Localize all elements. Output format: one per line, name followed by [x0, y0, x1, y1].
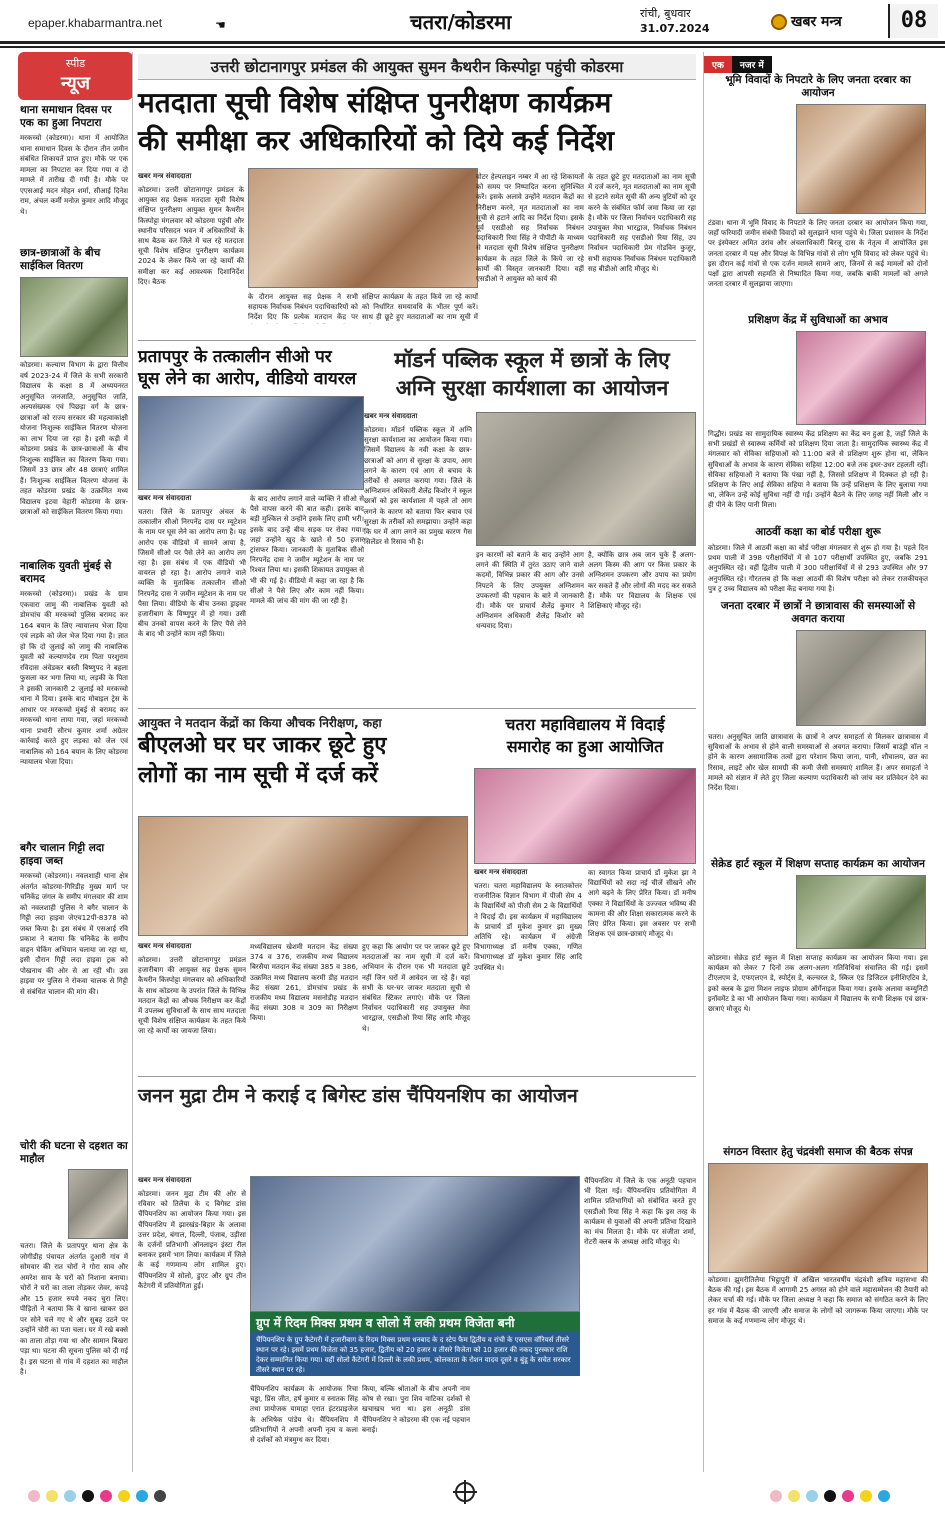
lead-headline-line-2: की समीक्षा कर अधिकारियों को दिये कई निर्देश [138, 124, 615, 157]
right-story-5-headline: सेक्रेड हार्ट स्कूल में शिक्षण सप्ताह कार्यक्रम का आयोजन [711, 858, 925, 870]
story-dance-col-1-text: कोडरमा। जनन मुद्रा टीम की ओर से रविवार को तिलैया के द बिगेस्ट डांस चैंपियनशिप का आयोजन किया गया। इस चैंपियनशिप में झारखंड-बिहार के अलावा उत्तर प्रदेश, बंगाल, दिल्ली, पंजाब, उड़ीसा के दर्जनों प्रतिभागी ऑनलाइन इंस्टा रील बनाकर इसमें भाग लिया। कार्यक्रम में जिले के कई गणमान्य लोग शामिल हुए। चैंपियनशिप में सोलो, डुएट और ग्रुप तीन कैटेगरी में प्रतियोगिता हुई। [138, 1190, 246, 1290]
brief-2 [20, 247, 128, 566]
brand-logo [771, 12, 842, 31]
brief-1 [20, 104, 128, 253]
brief-4-headline: बगैर चालान गिट्टी लदा हाइवा जब्त [20, 842, 105, 867]
divider [138, 340, 696, 341]
lead-col-1-text: कोडरमा। उत्तरी छोटानागपुर प्रमंडल के आयुक्त सह प्रेक्षक मतदाता सूची विशेष संक्षिप्त पुनरीक्षण आयुक्त सुमन कैथरीन किस्पोट्टा मंगलवार को कोडरमा पहुंची और स्थानीय परिसदन भवन में अधिकारियों के साथ बैठक कर जिले में चल रहे मतदाता सूची विशेष संक्षिप्त पुनरीक्षण कार्यक्रम 2024 के लेकर किये जा रहे कार्यों की समीक्षा कर कई आवश्यक दिशानिर्देश दिए। बैठक [138, 186, 244, 286]
story-dance-col-2-text: चैंपियनशिप में जिले के एक अनूठी पहचान भी दिला गई। चैंपियनशिप प्रतियोगिता में शामिल प्रतिभागियों को संबोधित करते हुए एसडीओ रिया सिंह ने कहा कि इस तरह के कार्यक्रम से युवाओं की अपनी प्रतिभा दिखाने का मंच मिलता है। मौके पर संजीता शर्मा, रोटरी क्लब के अध्यक्ष आदि मौजूद थे। [584, 1177, 696, 1247]
story-dance-headline: जनन मुद्रा टीम ने कराई द बिगेस्ट डांस चैंपियनशिप का आयोजन [138, 1085, 578, 1107]
dance-caption-text: चैंपियनशिप के ग्रुप कैटेगरी में हजारीबाग के रिदम मिक्स प्रथम धनबाद के द स्टेप फैम द्वितीय व रांची के एसएस वॉरियर्स तीसरे स्थान पर रहे। इसमें प्रथम विजेता को 35 हजार, द्वितीय को 20 हजार व तीसरे विजेता को 10 हजार की नकद पुरस्कार राशि देकर सम्मानित किया गया। वहीं सोलो कैटेगरी में दिल्ली के लकी प्रथम, कोलकाता के रोशन यादव दूसरे व बुंडू के सचेत सरकार तीसरे स्थान पर रहे। [250, 1332, 580, 1376]
registration-dot [806, 1490, 818, 1502]
lead-col-2-text: के दौरान आयुक्त सह प्रेक्षक ने सभी सहायक निर्वाचक निबंधन पदाधिकारियों को निर्देश दिए कि प्रत्येक मतदान केंद्र पर [248, 293, 358, 322]
registration-dot [154, 1490, 166, 1502]
dateline-date: 31.07.2024 [640, 22, 710, 35]
lead-meeting-photo [248, 168, 478, 288]
story-co-headline-1: प्रतापपुर के तत्कालीन सीओ पर [138, 347, 332, 367]
story-dance-col-3-text: चैंपियनशिप कार्यक्रम के आयोजक रिचा चड्ढा, प्रिंस जीत, हर्ष कुमार व स्नातक सिंह तथा प्रायोजक यामाहा एरात इंटरप्राइजेज के अभिषेक पांडेय थे। चैंपियनशिप में प्रतिभागियों ने अपनी अपनी नृत्य व कला से दर्शकों को मंत्रमुग्ध कर दिया। [250, 1385, 358, 1445]
registration-dot [136, 1490, 148, 1502]
story-dance-col-6-text [588, 1384, 696, 1464]
speed-news-logo [18, 52, 133, 100]
story-blo-col-1-text: कोडरमा। उत्तरी छोटानागपुर प्रमंडल हजारीबाग की आयुक्त सह प्रेक्षक सुमन कैथरीन किस्पोट्टा मंगलवार को अधिकारियों के साथ कोडरमा के उपरांत जिले के विभिन्न मतदान केंद्रों का औचक निरीक्षण कर केंद्रों में उपलब्ध सुविधाओं के साथ साथ मतदाता सूची विशेष संक्षिप्त कार्यक्रम के तहत किये जा रहे कार्यों का जायजा लिया। [138, 956, 246, 1036]
story-co-bribe [138, 346, 364, 390]
right-story-1 [708, 74, 928, 318]
samaj-meeting-photo [708, 1163, 928, 1273]
brief-5-text: चतरा। जिले के प्रतापपुर थाना क्षेत्र के जोगीडीह पंचायत अंतर्गत दुआरी गांव में सोमवार की रात चोरों ने गोरा साव और अमरेश साव के घरों को निशाना बनाया। चोरों ने घरों का ताला तोड़कर जेवर, कपड़े और 15 हजार रुपये नकद चुरा लिए। पीड़ितों ने बताया कि वे खाना खाकर छत पर सोने चले गए थे और सुबह उठने पर उन्होंने चोरी का पता चला। घर में रखे बक्से का ताला तोड़ा गया था और सामान बिखरा पड़ा था। घटना की सूचना पुलिस को दी गई है। इस घटना से गांव में दहशत का माहौल है। [20, 1242, 128, 1376]
right-story-4-text: चतरा। अनुसूचित जाति छात्रावास के छात्रों ने अपर समाहर्ता से मिलकर छात्रावास में सुविधाओं के अभाव से होने वाली समस्याओं से अवगत कराया। जिसमें बाउंड्री वॉल न होने के कारण असामाजिक तत्वों द्वारा परेशान किया जाना, पानी, शौचालय, छत का रिसाव, लाइटें और खेल सामग्री की कमी जैसी समस्याएं शामिल हैं। अपर समाहर्ता ने मामले को संज्ञान में लेते हुए जिला कल्याण पदाधिकारी को जांच कर प्रतिवेदन देने का निर्देश दिया। [708, 733, 928, 793]
story-college [474, 714, 696, 758]
right-story-2-text: गिद्धौर। प्रखंड का सामुदायिक स्वास्थ्य केंद्र प्रशिक्षण का केंद्र बन हुआ है, जहाँ जिले के सभी प्रखंडों से स्वास्थ्य कर्मियों को प्रशिक्षण दिया जाता है। सामुदायिक स्वास्थ्य केंद्र में मंगलवार को सेविका सहियाओं को 11:00 बजे से प्रशिक्षण शुरू होना था, लेकिन सुविधाओं के अभाव के कारण सेविका सहिया 12:00 बजे तक इधर-उधर टहलती रहीं। सेविका सहियाओं ने बताया कि पंखा नहीं है, जिससे प्रशिक्षण में दिक्कत हो रही है। प्रशिक्षण के लिए आई सेविका सहिया ने बताया कि उन्हें प्रशिक्षण के लिए बुलाया गया था, लेकिन उन्हें कोई सुविधा नहीं दी गई। उन्होंने बैठने के लिए जगह नहीं मिली और न ही पीने के लिए पानी मिला। [708, 430, 928, 510]
right-story-4-lead [708, 630, 792, 730]
janta-darbar-photo [796, 104, 926, 214]
school-week-photo [796, 875, 926, 949]
right-story-4-headline: जनता दरबार में छात्रों ने छात्रावास की समस्याओं से अवगत कराया [720, 600, 916, 625]
co-video-photo [138, 396, 364, 490]
right-story-3-headline: आठवीं कक्षा का बोर्ड परीक्षा शुरू [755, 526, 881, 538]
left-column [18, 52, 133, 1472]
registration-dot [770, 1490, 782, 1502]
dance-winners-photo [250, 1176, 580, 1312]
registration-dot [788, 1490, 800, 1502]
story-blo [138, 714, 468, 791]
fire-workshop-photo [476, 412, 696, 546]
right-story-5 [708, 858, 928, 1133]
registration-dot [118, 1490, 130, 1502]
right-story-6-text: कोडरमा। झुमरीतिलैया भिट्ठापुरी में अखिल भारतवर्षीय चंद्रवंशी क्षत्रिय महासभा की बैठक की गई। इस बैठक में आगामी 25 अगस्त को होने वाले महासम्मेलन की तैयारी को लेकर चर्चा की गई। मौके पर जिला अध्यक्ष ने कहा कि समाज को संगठित करने के लिए हर गांव में बैठक की जाएगी और समाज के लोगों को जागरूक किया जाएगा। मौके पर समाज के कई गणमान्य लोग मौजूद थे। [708, 1276, 928, 1325]
story-blo-kicker: आयुक्त ने मतदान केंद्रों का किया औचक निरीक्षण, कहा [138, 716, 382, 730]
story-fire-col-3-text: है, क्योंकि छात्र अब जान चुके हैं अलग-अलग किस्म की आग पर किस प्रकार के अग्निशमन उपकरण और उपाय का प्रयोग कर सकते हैं और लोगों की मदद कर सकते हैं। मौके पर विद्यालय के शिक्षक एवं शिक्षिकाएं मौजूद रहे। [588, 551, 696, 611]
story-co-headline-2: घूस लेने का आरोप, वीडियो वायरल [138, 369, 357, 389]
registration-dot [842, 1490, 854, 1502]
dance-caption-title: ग्रुप में रिदम मिक्स प्रथम व सोलो में लकी प्रथम विजेता बनी [250, 1312, 580, 1333]
story-co-byline: खबर मन्त्र संवाददाता [138, 494, 192, 502]
lead-col-1 [138, 172, 244, 327]
right-story-3 [708, 526, 928, 609]
story-blo-byline: खबर मन्त्र संवाददाता [138, 942, 192, 950]
registration-dot [46, 1490, 58, 1502]
story-blo-headline-2: लोगों का नाम सूची में दर्ज करें [138, 763, 378, 788]
logo-top-text: स्पीड [65, 57, 86, 70]
story-blo-col-2-text: मध्यविद्यालय खेशमी मतदान केंद्र संख्या 374 व 376, राजकीय मध्य विद्यालय बिरसैया मतदान केंद्र संख्या 385 व 386, उत्क्रमित मध्य विद्यालय करमी डीह मतदान केंद्र संख्या 261, डोमचांच प्रखंड के राजकीय मध्य विद्यालय मसनोडीह मतदान केंद्र संख्या 308 व 309 का निरीक्षण किया। [250, 943, 358, 1023]
page-number: 08 [888, 4, 938, 38]
logo-bottom-text: न्यूज [60, 73, 91, 94]
right-story-1-text: टंडवा। थाना में भूमि विवाद के निपटारे के लिए जनता दरबार का आयोजन किया गया, जहाँ फरियादी जमीन संबंधी विवादों को सुलझाने थाना पहुंचे थे। जिला प्रशासन के निर्देश पर इंस्पेक्टर अमित उरांव और अंचलाधिकारी बिरजू दास के नेतृत्व में आयोजित इस जनता दरबार में पक्ष और विपक्ष के विभिन्न गांवों से लोग भूमि विवाद को लेकर पहुंचे थे। इस दौरान कई गांवों से एक दर्जन मामले सामने आए, जिनमें से कई मामलों को दोनों पक्षों द्वारा आपसी सहमति से निष्पादित किया गया, जबकि बाकी मामलों को अगले जनता दरबार में सुलझाया जाएगा। [708, 219, 928, 289]
theft-photo [68, 1169, 128, 1239]
right-column [703, 52, 930, 1472]
brand-icon [771, 14, 787, 30]
right-story-1-lead [708, 104, 792, 216]
registration-dot [64, 1490, 76, 1502]
right-story-5-lead [708, 875, 792, 951]
story-blo-col-3-text: हुए कहा कि आयोग पर पर जाकर छूटे हुए मतदाताओं का नाम सूची में दर्ज करें। अभियान के दौरान एक भी मतदाता छूटे नहीं जिन घरों में आवेदन जा रहे हैं। वहां सभी के घर-घर जाकर मतदाता सूची से संबंधित स्टिकर लगाएं। मौके पर जिला निर्वाचन पदाधिकारी सह उपायुक्त मेघा भारद्वाज, एसडीओ रिया सिंह आदि मौजूद थे। [362, 943, 470, 1033]
site-url[interactable]: epaper.khabarmantra.net [28, 16, 163, 30]
divider [138, 708, 696, 709]
brief-3-text: मरकच्चो (कोडरमा)। प्रखंड के ग्राम एकवारा जामु की नाबालिक युवती को डोमचांच की मरकच्चो पुलिस बरामद कर 164 बयान के लिए न्यायालय भेजा दिया एवं लड़के को जेल भेज दिया गया है। ज्ञात हो कि दो जुलाई को जामु की नाबालिक युवती को कल्याणदेव राम पिता परशुराम रविदास अंवेडकर बस्ती बिष्णुपद ने बहला फुसला कर भगा लिया था, लड़की के पिता ने इसकी जानकारी 2 जुलाई को मरकच्चो थाना में दिया। इसके बाद मोबाइल ट्रेस के आधार पर मरकच्चो मुंबई से बरामद कर मरकच्चो थाना लाया गया, जहां मरकच्चो थाना प्रभारी सौरभ कुमार शर्मा अग्रेतर कार्रवाई करते हुए लड़का को जेल एवं नाबालिक को 164 बयान के लिए कोडरमा न्यायालय भेजा दिया। [20, 590, 128, 766]
right-story-6-headline: संगठन विस्तार हेतु चंद्रवंशी समाज की बैठक संपन्न [723, 1146, 913, 1158]
brief-5-headline: चोरी की घटना से दहशत का माहौल [20, 1140, 128, 1165]
story-blo-headline-1: बीएलओ घर घर जाकर छूटे हुए [138, 733, 387, 758]
registration-dot [860, 1490, 872, 1502]
brief-1-headline: थाना समाधान दिवस पर एक का हुआ निपटारा [20, 104, 112, 129]
story-college-headline-1: चतरा महाविद्यालय में विदाई [505, 715, 665, 734]
lead-col-5-text: के तहत छूटे हुए मतदाताओं का नाम सूची में दर्ज करने, मृत मतदाताओं का नाम सूची से हटाने समेत सूची की अन्य त्रुटियों को दूर करने के संबंधित फॉर्म जमा किया जा रहा है। मौके पर जिला निर्वाचन पदाधिकारी सह उपायुक्त मेघा भारद्वाज, निर्वाचक निबंधन पदाधिकारी सह एसडीओ रिया सिंह, उप निर्वाचन पदाधिकारी प्रेम गोडविन कुजूर, सभी सहायक निर्वाचक निबंधन पदाधिकारी सह बीडीओ आदि मौजूद थे। [588, 173, 696, 273]
farewell-group-photo [474, 768, 696, 864]
brief-4-text: मरकच्चो (कोडरमा)। नवलशाही थाना क्षेत्र अंतर्गत कोडरमा-गिरिडीह मुख्य मार्ग पर चनिकेंद्र जंगल के समीप मंगलवार की शाम को नवलशाही पुलिस ने बगैर चालान के गिट्टी लदा हाइवा जेएच12पी-8378 को जब्त किया है। इस संबंध में एसआई रवि प्रकाश ने बताया कि चनिकेंद्र के समीप वाहन चेकिंग अभियान चलाया जा रहा था, इसी दौरान गिट्टी लदा हाइवा ट्रक को पोखनाथ की ओर से आ रही थी। उस हाइवा पर पुलिस ने रोकवा चालक से गिट्टी से संबंधित चालान की मांग की। [20, 872, 128, 996]
brief-3 [20, 560, 128, 851]
right-story-2-lead [708, 331, 792, 427]
story-dance-byline: खबर मन्त्र संवाददाता [138, 1176, 192, 1184]
lead-col-3-text: संक्षिप्त कार्यक्रम के तहत किये जा रहे कार्यों को निर्धारित समयावधि के भीतर पूर्ण करें। साथ ही छूटे हुए मतदाताओं का नाम सूची में [362, 293, 478, 322]
right-story-3-text: कोडरमा। जिले में आठवीं कक्षा का बोर्ड परीक्षा मंगलवार से शुरू हो गया है। पहले दिन प्रथम पाली में 398 परीक्षार्थियों में से 107 परीक्षार्थी उपस्थित हुए, जबकि 291 अनुपस्थित रहे। वहीं द्वितीय पाली में 300 परीक्षार्थियों में से 293 उपस्थित और 97 अनुपस्थित रहे। गौरतलब हो कि कक्षा आठवीं की विशेष परीक्षा को लेकर राजकीयकृत पुत्र ट्र उच्च विद्यालय को परीक्षा केंद्र बनाया गया है। [708, 544, 928, 593]
registration-dot [878, 1490, 890, 1502]
lead-byline: खबर मन्त्र संवाददाता [138, 172, 192, 180]
story-co-col-1-text: चतरा। जिले के प्रतापपुर अंचल के तत्कालीन सीओ निरपनेंद्र दास पर म्यूटेशन के नाम पर घूस लेने का आरोप लगा है। यह आरोप एक वीडियो में सामने आया है, जिसमें सीओ पर पैसे लेने का आरोप लग रहा है। इस संबंध में एक वीडियो भी वायरल हो रहा है। आरोप लगाने वाले व्यक्ति के मुताबिक तत्कालीन सीओ निरपनेंद्र दास ने जमीन म्यूटेशन के नाम पर पैसा लिया। वीडियो के बीच उनका ड्राइवर हजारीबाग के विष्णुपुर में हो गया। उसी बीच उनको वापस करने के लिए पैसे लेने के बाद भी उन्होंने काम नहीं किया। [138, 508, 246, 639]
story-co-col-2-text: के बाद आरोप लगाने वाले व्यक्ति ने सीओ से पैसे वापस करने की बात कही। इसके बाद बड़ी मुश्किल से उन्होंने इसके लिए हामी भरी। इसके बाद उन्हें बीच सड़क पर रोका गया। जहां उन्होंने खुद के खाते से 50 हजार ट्रांसफर किया। जानकारी के मुताबिक सीओ निरपनेंद्र दास ने जमीन म्यूटेशन के नाम पर रिश्वत लिया था। इसकी शिकायत उपायुक्त से भी की गई है। वीडियो में कहा जा रहा है कि सीओ ने पैसे लिए और काम नहीं किया। मामले की जांच की मांग की जा रही है। [250, 495, 364, 606]
at-a-glance-tag [704, 56, 772, 73]
training-center-photo [796, 331, 926, 425]
story-fire-safety [368, 346, 696, 402]
bicycle-distribution-photo [20, 277, 128, 357]
masthead [0, 0, 945, 44]
right-story-2-headline: प्रशिक्षण केंद्र में सुविधाओं का अभाव [748, 314, 888, 326]
hostel-students-photo [796, 630, 926, 726]
tag-najar: नजर में [732, 56, 772, 73]
right-story-5-text: कोडरमा। सेक्रेड हार्ट स्कूल में शिक्षा सप्ताह कार्यक्रम का आयोजन किया गया। इस कार्यक्रम को लेकर 7 दिनों तक अलग-अलग गतिविधियां संचालित की गई। इसमें टीएलएम डे, एफएलएन डे, स्पोर्ट्स डे, कल्चरल डे, स्किल एंड डिजिटल इनीशिएटिव डे, इको क्लब के द्वारा मिशन लाइफ प्रोग्राम ऑर्गेनाइज किया गया। इसके अलावा कम्युनिटी इनॉवमेंट डे का भी आयोजन किया गया। कार्यक्रम में विद्यालय के सभी शिक्षक एवं छात्र-छात्राएं मौजूद थे। [708, 954, 928, 1014]
story-fire-col-2-text: इन कारणों को बताने के बाद उन्होंने आग लगने की स्थिति में तुरंत उठाए जाने वाले कदमों, विभिन्न प्रकार की आग और उनसे निपटने के लिए उपयुक्त अग्निशमन उपकरणों की पहचान के बारे में जानकारी दी। मौके पर प्राचार्य शैलेंद्र कुमार ने अग्निशमन अधिकारी शैलेंद्र किशोर को धन्यवाद दिया। [476, 551, 584, 631]
story-college-col-2-text: का स्वागत किया प्राचार्य डॉ मुकेश झा ने विद्यार्थियों को सदा नई चीजें सीखने और आगे बढ़ने के लिए प्रेरित किया। डॉ मनीष एक्का ने विद्यार्थियों के उज्ज्वल भविष्य की कामना की और शिक्षा सकारात्मक करने के लिए प्रेरित किया। इस अवसर पर सभी शिक्षक एवं छात्र-छात्राएं मौजूद थे। [588, 869, 696, 939]
story-dance [138, 1082, 696, 1110]
brief-4 [20, 842, 128, 1145]
registration-dot [100, 1490, 112, 1502]
lead-headline-line-1: मतदाता सूची विशेष संक्षिप्त पुनरीक्षण कार्यक्रम [138, 86, 612, 119]
story-dance-col-1 [138, 1176, 246, 1471]
brand-name: खबर मन्त्र [791, 14, 842, 30]
brief-5 [20, 1140, 128, 1441]
story-college-byline: खबर मन्त्र संवाददाता [474, 868, 528, 876]
cursor-icon: ☚ [215, 18, 226, 32]
dateline-place: रांची, बुधवार [640, 7, 691, 20]
story-fire-headline-1: मॉडर्न पब्लिक स्कूल में छात्रों के लिए [394, 348, 670, 372]
tag-ek: एक [704, 56, 732, 73]
story-college-col-1-text: चतरा। चतरा महाविद्यालय के स्नातकोत्तर राजनीतिक विज्ञान विभाग में पीजी सेम 4 के विद्यार्थियों को पीजी सेम 2 के विद्यार्थियों ने विदाई दी। इस कार्यक्रम में महाविद्यालय के प्राचार्य डॉ मुकेश कुमार झा मुख्य अतिथि रहे। कार्यक्रम में अंग्रेजी विभागाध्यक्ष डॉ मनीष एक्का, गणित विभागाध्यक्ष डॉ मुकेश कुमार सिंह आदि उपस्थित थे। [474, 882, 582, 972]
lead-kicker-bar [138, 54, 696, 80]
story-blo-col-1 [138, 942, 246, 1067]
crosshair-registration-icon [455, 1482, 475, 1502]
story-college-col-1 [474, 868, 582, 1067]
right-story-1-headline: भूमि विवादों के निपटारे के लिए जनता दरबार का आयोजन [725, 74, 911, 99]
story-co-col-1 [138, 494, 246, 703]
brief-1-text: मरकच्चो (कोडरमा)। थाना में आयोजित थाना समाधान दिवस के दौरान तीन जमीन संबंधित शिकायतें प्राप्त हुए। मौके पर एक मामला का निपटारा कर दिया गया व दो मामले में तारीख दी गयी है। मौके पर एएसआई मदन मोहन शर्मा, सीआई दिनेश राम, अंचल कर्मी मनोज कुमार आदि मौजूद थे। [20, 134, 128, 216]
story-fire-byline: खबर मन्त्र संवाददाता [364, 412, 418, 420]
story-dance-col-4-text: किया, बल्कि श्रोताओं के बीच अपनी नाम कोष से रखा। पुरा शिव वाटिका दर्शकों से खचाखच भरा था। इस अनूठी डांस चैंपियनशिप ने कोडरमा की एक नई पहचान बनाई। [362, 1385, 470, 1434]
lead-headline [138, 84, 696, 160]
section-title: चतरा/कोडरमा [410, 10, 512, 34]
story-college-headline-2: समारोह का हुआ आयोजित [506, 737, 664, 756]
story-dance-col-5-text [474, 1384, 582, 1464]
story-fire-col-1 [364, 412, 472, 705]
brief-2-text: कोडरमा। कल्याण विभाग के द्वारा वित्तीय वर्ष 2023-24 में जिले के सभी सरकारी विद्यालय के कक्षा 8 में अध्ययनरत अनुसूचित जनजाति, अनुसूचित जाति, अल्पसंख्यक एवं पिछड़ा वर्ग के छात्र-छात्राओं को राज्य सरकार की महत्वाकांक्षी योजना निःशुल्क साईकिल वितरण योजना का लाभ दिया जा रहा है। इसी कड़ी में कोडरमा प्रखंड के छात्र-छात्राओं के बीच निःशुल्क साईकिल का वितरण किया गया। जिसमें 33 छात्र और 48 छात्राएं शामिल हैं। निःशुल्क साईकिल वितरण योजना के तहत कोडरमा प्रखंड के उत्क्रमित मध्य विद्यालय इटवा वेहारी कोडरमा के छात्र-छात्राओं को साईकिल वितरण किया गया। [20, 361, 128, 516]
registration-dot [82, 1490, 94, 1502]
right-story-6 [708, 1146, 928, 1425]
registration-dot [28, 1490, 40, 1502]
blo-inspection-photo [138, 816, 468, 936]
right-story-4 [708, 600, 928, 842]
lead-kicker: उत्तरी छोटानागपुर प्रमंडल की आयुक्त सुमन कैथरीन किस्पोट्टा पहुंची कोडरमा [210, 58, 624, 76]
story-fire-headline-2: अग्नि सुरक्षा कार्यशाला का आयोजन [395, 376, 669, 400]
story-fire-col-1-text: कोडरमा। मॉडर्न पब्लिक स्कूल में अग्नि सुरक्षा कार्यशाला का आयोजन किया गया। जिसमें विद्यालय के नवी कक्षा के छात्र-छात्राओं को आग से सुरक्षा के उपाय, आग लगने के कारण एवं आग से बचाव के तरीकों से अवगत कराया गया। जिले के अग्निशमन अधिकारी शैलेंद्र किशोर ने स्कूल छात्रों को इस कार्यशाला में पहले तो आग लगने के कारण को बताया फिर बचाव एवं सुरक्षा के तरीकों को समझाया। उन्होंने कहा कि घर में आग लगने का प्रमुख कारण गैस सिलेंडर से रिसाव भी है। [364, 426, 472, 547]
header-rule [0, 46, 945, 48]
brief-3-headline: नाबालिक युवती मुंबई से बरामद [20, 560, 112, 585]
divider [138, 1076, 696, 1077]
brief-2-headline: छात्र-छात्राओं के बीच साईकिल वितरण [20, 247, 101, 272]
lead-col-4-text: वोटर हेल्पलाइन नम्बर में आ रहे शिकायतों को समय पर निष्पादित करना सुनिश्चित करें। इसके अलावे उन्होंने मतदान केंद्रों का निरीक्षण करने, मृत मतदाताओं का नाम सूची से हटाने आदि का निर्देश दिया। इसके पूर्व एसडीओ सह निर्वाचक निबंधन पदाधिकारी रिया सिंह ने पीपीटी के माध्यम से मतदाता सूची विशेष संक्षिप्त पुनरीक्षण कार्यक्रम के तहत जिले के किये जा रहे कार्यों की विस्तृत जानकारी दिया। वहीं एसडीओ ने आयुक्त को कार्य की [476, 173, 584, 284]
registration-dot [824, 1490, 836, 1502]
brief-5-lead [20, 1169, 64, 1239]
right-story-2 [708, 314, 928, 525]
